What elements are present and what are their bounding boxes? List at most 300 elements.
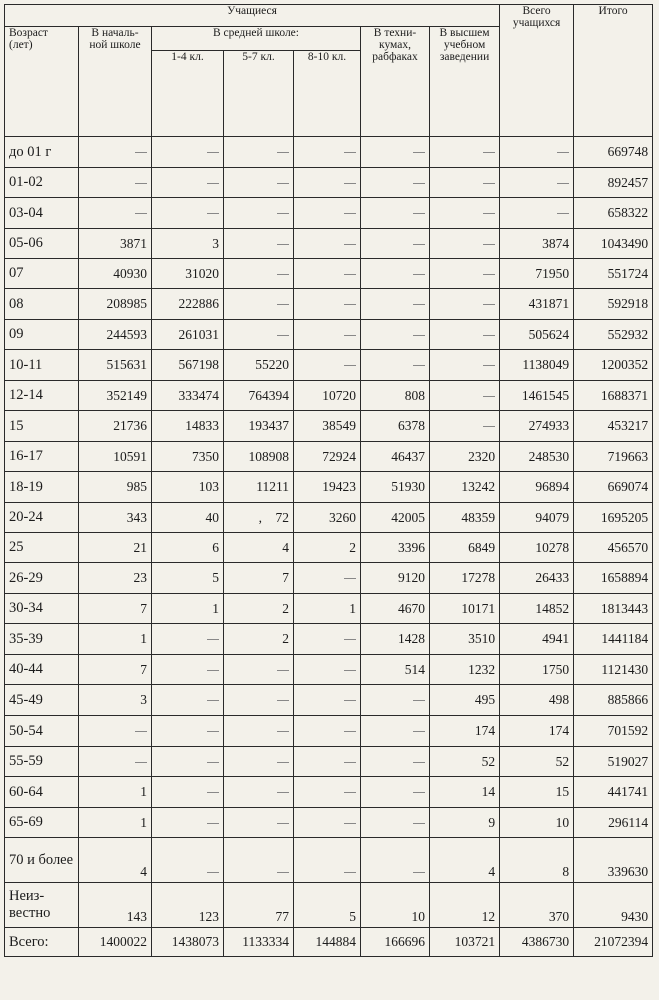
dash-mark: [413, 304, 425, 305]
empty-dash-cell: [430, 198, 500, 229]
value-cell: 108908: [224, 442, 294, 472]
age-cell: до 01 г: [5, 137, 79, 168]
value-cell: 2: [224, 624, 294, 655]
value-cell: 9: [430, 808, 500, 838]
table-row: [5, 472, 653, 503]
value-cell: 71950: [500, 259, 574, 289]
dash-mark: [277, 670, 289, 671]
value-cell: 719663: [574, 442, 653, 472]
value-cell: 10720: [294, 381, 361, 411]
empty-dash-cell: [361, 716, 430, 747]
empty-dash-cell: [294, 137, 361, 168]
value-cell: 6378: [361, 411, 430, 442]
empty-dash-cell: [294, 259, 361, 289]
age-cell: Неиз-вестно: [5, 883, 79, 928]
dash-mark: [413, 792, 425, 793]
value-cell: 441741: [574, 777, 653, 808]
dash-mark: [135, 762, 147, 763]
value-cell: 40930: [79, 259, 152, 289]
value-cell: 42005: [361, 503, 430, 533]
value-cell: 567198: [152, 350, 224, 381]
value-cell: 296114: [574, 808, 653, 838]
empty-dash-cell: [294, 350, 361, 381]
value-cell: 7: [224, 563, 294, 594]
empty-dash-cell: [294, 229, 361, 259]
age-cell: 50-54: [5, 716, 79, 747]
value-cell: 14833: [152, 411, 224, 442]
empty-dash-cell: [294, 716, 361, 747]
dash-mark: [413, 152, 425, 153]
value-cell: 498: [500, 685, 574, 716]
empty-dash-cell: [361, 229, 430, 259]
dash-mark: [344, 823, 356, 824]
value-cell: 274933: [500, 411, 574, 442]
value-cell: 552932: [574, 320, 653, 350]
value-cell: 10591: [79, 442, 152, 472]
dash-mark: [277, 213, 289, 214]
value-cell: 6: [152, 533, 224, 563]
header-technical: В техни-кумах, рабфаках: [361, 27, 430, 137]
dash-mark: [344, 152, 356, 153]
value-cell: 31020: [152, 259, 224, 289]
empty-dash-cell: [294, 808, 361, 838]
dash-mark: [413, 183, 425, 184]
dash-mark: [344, 335, 356, 336]
value-cell: 244593: [79, 320, 152, 350]
dash-mark: [344, 183, 356, 184]
value-cell: 1438073: [152, 928, 224, 957]
dash-mark: [344, 304, 356, 305]
empty-dash-cell: [224, 808, 294, 838]
age-cell: 45-49: [5, 685, 79, 716]
dash-mark: [277, 792, 289, 793]
value-cell: 1: [79, 624, 152, 655]
value-cell: 174: [430, 716, 500, 747]
empty-dash-cell: [500, 198, 574, 229]
value-cell: 166696: [361, 928, 430, 957]
age-cell: 55-59: [5, 747, 79, 777]
empty-dash-cell: [152, 747, 224, 777]
empty-dash-cell: [361, 259, 430, 289]
value-cell: 1: [79, 777, 152, 808]
dash-mark: [413, 365, 425, 366]
value-cell: 3510: [430, 624, 500, 655]
age-cell: 18-19: [5, 472, 79, 503]
value-cell: 14852: [500, 594, 574, 624]
value-cell: 1461545: [500, 381, 574, 411]
empty-dash-cell: [430, 381, 500, 411]
table-row: [5, 808, 653, 838]
dash-mark: [344, 578, 356, 579]
value-cell: 1: [152, 594, 224, 624]
value-cell: 1400022: [79, 928, 152, 957]
value-cell: 72924: [294, 442, 361, 472]
value-cell: 2: [224, 594, 294, 624]
value-cell: 3396: [361, 533, 430, 563]
age-cell: Всего:: [5, 928, 79, 957]
value-cell: 456570: [574, 533, 653, 563]
value-cell: 1138049: [500, 350, 574, 381]
value-cell: 38549: [294, 411, 361, 442]
value-cell: 51930: [361, 472, 430, 503]
empty-dash-cell: [294, 685, 361, 716]
value-cell: 4941: [500, 624, 574, 655]
value-cell: 19423: [294, 472, 361, 503]
value-cell: 10171: [430, 594, 500, 624]
dash-mark: [277, 274, 289, 275]
empty-dash-cell: [430, 320, 500, 350]
value-cell: 1121430: [574, 655, 653, 685]
age-cell: 30-34: [5, 594, 79, 624]
header-grades-1-4: 1-4 кл.: [152, 51, 224, 137]
age-cell: 09: [5, 320, 79, 350]
value-cell: 17278: [430, 563, 500, 594]
dash-mark: [135, 152, 147, 153]
dash-mark: [277, 762, 289, 763]
empty-dash-cell: [152, 716, 224, 747]
value-cell: 261031: [152, 320, 224, 350]
header-higher: В высшем учебном заведении: [430, 27, 500, 137]
value-cell: 21072394: [574, 928, 653, 957]
dash-mark: [344, 274, 356, 275]
empty-dash-cell: [152, 808, 224, 838]
value-cell: 40: [152, 503, 224, 533]
table-row: [5, 320, 653, 350]
empty-dash-cell: [224, 320, 294, 350]
empty-dash-cell: [361, 838, 430, 883]
header-age: Возраст (лет): [5, 27, 79, 137]
value-cell: 10278: [500, 533, 574, 563]
empty-dash-cell: [224, 685, 294, 716]
dash-mark: [207, 183, 219, 184]
value-cell: 46437: [361, 442, 430, 472]
dash-mark: [207, 792, 219, 793]
header-students: Учащиеся: [5, 5, 500, 27]
table-row: [5, 533, 653, 563]
value-cell: 3260: [294, 503, 361, 533]
header-primary: В началь-ной школе: [79, 27, 152, 137]
empty-dash-cell: [152, 624, 224, 655]
empty-dash-cell: [224, 229, 294, 259]
value-cell: 8: [500, 838, 574, 883]
dash-mark: [413, 872, 425, 873]
dash-mark: [483, 304, 495, 305]
value-cell: 23: [79, 563, 152, 594]
age-cell: 05-06: [5, 229, 79, 259]
dash-mark: [344, 213, 356, 214]
empty-dash-cell: [152, 137, 224, 168]
value-cell: 669748: [574, 137, 653, 168]
header-grand-total: Итого: [574, 5, 653, 137]
empty-dash-cell: [430, 229, 500, 259]
value-cell: 7: [79, 594, 152, 624]
dash-mark: [277, 183, 289, 184]
value-cell: 9430: [574, 883, 653, 928]
dash-mark: [413, 213, 425, 214]
value-cell: 4: [430, 838, 500, 883]
value-cell: 4: [224, 533, 294, 563]
empty-dash-cell: [294, 168, 361, 198]
empty-dash-cell: [224, 838, 294, 883]
dash-mark: [413, 244, 425, 245]
value-cell: 96894: [500, 472, 574, 503]
value-cell: 885866: [574, 685, 653, 716]
dash-mark: [483, 335, 495, 336]
empty-dash-cell: [361, 168, 430, 198]
empty-dash-cell: [294, 563, 361, 594]
value-cell: 5: [152, 563, 224, 594]
age-cell: 10-11: [5, 350, 79, 381]
empty-dash-cell: [152, 655, 224, 685]
dash-mark: [207, 213, 219, 214]
age-cell: 16-17: [5, 442, 79, 472]
dash-mark: [344, 244, 356, 245]
dash-mark: [207, 670, 219, 671]
value-cell: 13242: [430, 472, 500, 503]
value-cell: 985: [79, 472, 152, 503]
age-cell: 25: [5, 533, 79, 563]
value-cell: 143: [79, 883, 152, 928]
dash-mark: [344, 365, 356, 366]
value-cell: 1428: [361, 624, 430, 655]
dash-mark: [483, 396, 495, 397]
dash-mark: [277, 244, 289, 245]
empty-dash-cell: [361, 685, 430, 716]
empty-dash-cell: [361, 289, 430, 320]
empty-dash-cell: [152, 838, 224, 883]
age-cell: 12-14: [5, 381, 79, 411]
value-cell: 1695205: [574, 503, 653, 533]
value-cell: 208985: [79, 289, 152, 320]
empty-dash-cell: [294, 777, 361, 808]
dash-mark: [557, 152, 569, 153]
empty-dash-cell: [79, 716, 152, 747]
value-cell: 333474: [152, 381, 224, 411]
empty-dash-cell: [430, 168, 500, 198]
value-cell: 7350: [152, 442, 224, 472]
table-row: [5, 229, 653, 259]
value-cell: 9120: [361, 563, 430, 594]
empty-dash-cell: [430, 259, 500, 289]
empty-dash-cell: [294, 320, 361, 350]
value-cell: 55220: [224, 350, 294, 381]
table-row: [5, 411, 653, 442]
empty-dash-cell: [294, 198, 361, 229]
table-row: [5, 928, 653, 957]
header-grades-5-7: 5-7 кл.: [224, 51, 294, 137]
age-cell: 65-69: [5, 808, 79, 838]
value-cell: 14: [430, 777, 500, 808]
value-cell: 370: [500, 883, 574, 928]
value-cell: 1043490: [574, 229, 653, 259]
value-cell: 352149: [79, 381, 152, 411]
value-cell: 10: [500, 808, 574, 838]
value-cell: 103721: [430, 928, 500, 957]
dash-mark: [413, 274, 425, 275]
table-row: [5, 259, 653, 289]
header-secondary: В средней школе:: [152, 27, 361, 51]
value-cell: 1688371: [574, 381, 653, 411]
dash-mark: [344, 639, 356, 640]
dash-mark: [344, 700, 356, 701]
value-cell: 94079: [500, 503, 574, 533]
value-cell: 658322: [574, 198, 653, 229]
dash-mark: [207, 762, 219, 763]
empty-dash-cell: [361, 198, 430, 229]
dash-mark: [277, 152, 289, 153]
dash-mark: [413, 731, 425, 732]
age-cell: 70 и более: [5, 838, 79, 883]
dash-mark: [557, 183, 569, 184]
dash-mark: [207, 152, 219, 153]
table-row: [5, 198, 653, 229]
dash-mark: [413, 335, 425, 336]
table-row: [5, 381, 653, 411]
value-cell: 514: [361, 655, 430, 685]
age-cell: 01-02: [5, 168, 79, 198]
value-cell: 1441184: [574, 624, 653, 655]
empty-dash-cell: [152, 168, 224, 198]
value-cell: 144884: [294, 928, 361, 957]
empty-dash-cell: [152, 777, 224, 808]
value-cell: 764394: [224, 381, 294, 411]
value-cell: 3874: [500, 229, 574, 259]
empty-dash-cell: [294, 624, 361, 655]
empty-dash-cell: [500, 137, 574, 168]
empty-dash-cell: [224, 655, 294, 685]
empty-dash-cell: [224, 289, 294, 320]
value-cell: 1133334: [224, 928, 294, 957]
value-cell: 343: [79, 503, 152, 533]
table-row: [5, 442, 653, 472]
empty-dash-cell: [224, 137, 294, 168]
value-cell: 3: [152, 229, 224, 259]
table-row: [5, 883, 653, 928]
value-cell: 808: [361, 381, 430, 411]
table-row: [5, 747, 653, 777]
dash-mark: [413, 823, 425, 824]
empty-dash-cell: [224, 198, 294, 229]
table-row: [5, 655, 653, 685]
value-cell: 3871: [79, 229, 152, 259]
value-cell: 1200352: [574, 350, 653, 381]
value-cell: 2320: [430, 442, 500, 472]
header-grades-8-10: 8-10 кл.: [294, 51, 361, 137]
table-row: [5, 168, 653, 198]
value-cell: 1658894: [574, 563, 653, 594]
dash-mark: [277, 700, 289, 701]
value-cell: 1: [294, 594, 361, 624]
age-cell: 60-64: [5, 777, 79, 808]
dash-mark: [483, 274, 495, 275]
empty-dash-cell: [152, 198, 224, 229]
empty-dash-cell: [294, 838, 361, 883]
value-cell: 3: [79, 685, 152, 716]
table-row: [5, 685, 653, 716]
value-cell: 1: [79, 808, 152, 838]
value-cell: 495: [430, 685, 500, 716]
dash-mark: [344, 762, 356, 763]
dash-mark: [483, 183, 495, 184]
value-cell: 6849: [430, 533, 500, 563]
value-cell: 222886: [152, 289, 224, 320]
empty-dash-cell: [294, 289, 361, 320]
dash-mark: [207, 700, 219, 701]
empty-dash-cell: [294, 655, 361, 685]
table-row: [5, 503, 653, 533]
value-cell: 77: [224, 883, 294, 928]
value-cell: 701592: [574, 716, 653, 747]
value-cell: 551724: [574, 259, 653, 289]
value-cell: 48359: [430, 503, 500, 533]
value-cell: 15: [500, 777, 574, 808]
empty-dash-cell: [361, 350, 430, 381]
empty-dash-cell: [430, 289, 500, 320]
dash-mark: [483, 244, 495, 245]
table-row: [5, 350, 653, 381]
empty-dash-cell: [361, 320, 430, 350]
value-cell: 21736: [79, 411, 152, 442]
empty-dash-cell: [361, 137, 430, 168]
empty-dash-cell: [361, 777, 430, 808]
value-cell: 431871: [500, 289, 574, 320]
value-cell: 1750: [500, 655, 574, 685]
empty-dash-cell: [500, 168, 574, 198]
age-cell: 26-29: [5, 563, 79, 594]
dash-mark: [483, 426, 495, 427]
table-row: [5, 838, 653, 883]
value-cell: 11211: [224, 472, 294, 503]
value-cell: 515631: [79, 350, 152, 381]
dash-mark: [557, 213, 569, 214]
dash-mark: [413, 700, 425, 701]
value-cell: 4: [79, 838, 152, 883]
dash-mark: [344, 731, 356, 732]
dash-mark: [344, 792, 356, 793]
table-row: [5, 594, 653, 624]
dash-mark: [277, 304, 289, 305]
empty-dash-cell: [294, 747, 361, 777]
header-total-students: Всего учащихся: [500, 5, 574, 137]
value-cell: 193437: [224, 411, 294, 442]
value-cell: 2: [294, 533, 361, 563]
dash-mark: [483, 152, 495, 153]
value-cell: 4386730: [500, 928, 574, 957]
value-cell: 103: [152, 472, 224, 503]
dash-mark: [135, 213, 147, 214]
value-cell: 4670: [361, 594, 430, 624]
dash-mark: [207, 872, 219, 873]
empty-dash-cell: [430, 350, 500, 381]
value-cell: 7: [79, 655, 152, 685]
census-table-sheet: [4, 4, 652, 996]
empty-dash-cell: [224, 716, 294, 747]
value-cell: 52: [430, 747, 500, 777]
empty-dash-cell: [224, 168, 294, 198]
age-cell: 20-24: [5, 503, 79, 533]
age-cell: 07: [5, 259, 79, 289]
age-cell: 35-39: [5, 624, 79, 655]
value-cell: 1232: [430, 655, 500, 685]
age-cell: 15: [5, 411, 79, 442]
value-cell: 505624: [500, 320, 574, 350]
table-body: [5, 137, 653, 957]
value-cell: 12: [430, 883, 500, 928]
value-cell: , 72: [224, 503, 294, 533]
empty-dash-cell: [152, 685, 224, 716]
students-by-age-table: [4, 4, 653, 957]
dash-mark: [207, 823, 219, 824]
